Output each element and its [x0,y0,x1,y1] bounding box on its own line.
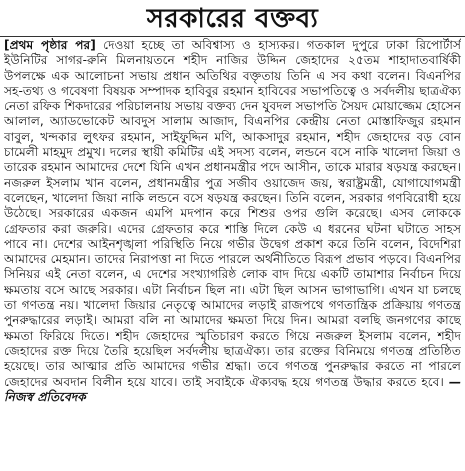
continued-marker: [প্রথম পৃষ্ঠার পর] [4,38,96,52]
headline-divider [0,36,465,37]
article-byline: —নিজস্ব প্রতিবেদক [4,374,461,404]
article-body [4,38,461,468]
article-body-text: দেওয়া হচ্ছে তা অবিশ্বাস্য ও হাস্যকর। গতকাল দুপুরে ঢাকা রিপোর্টার্স ইউনিটির সাগর-রুনি মিলনায়তনে শহীদ নাজির উদ্দিন জেহাদের ২৫তম শাহাদাতবার্ষিকী উপলক্ষে এক আলোচনা সভায় প্রধান অতিথির বক্তৃতায় তিনি এ সব কথা বলেন। বিএনপির সহ-তথ্য ও গবেষণা বিষয়ক সম্পাদক হাবিবুর রহমান হাবিবের সভাপতিত্বে ও সর্বদলীয় ছাত্রঐক্য নেতা রফিক শিকদারের পরিচালনায় সভায় বক্তব্য দেন যুবদল সভাপতি সৈয়দ মোয়াজ্জেম হোসেন আলাল, অ্যাডভোকেট আবদুস সালাম আজাদ, বিএনপির কেন্দ্রীয় নেতা মোস্তাফিজুর রহমান বাবুল, খন্দকার লুৎফর রহমান, সাইফুদ্দিন মণি, আকসাদুর রহমান, শহীদ জেহাদের বড় বোন চামেলী মাহমুদ প্রমুখ। দলের স্থায়ী কমিটির এই সদস্য বলেন, লন্ডনে বসে নাকি খালেদা জিয়া ও তারেক রহমান আমাদের দেশে যিনি এখন প্রধানমন্ত্রীর পদে আসীন, তাকে মারার ষড়যন্ত্র করছেন। নজরুল ইসলাম খান বলেন, প্রধানমন্ত্রীর পুত্র সজীব ওয়াজেদ জয়, স্বরাষ্ট্রমন্ত্রী, যোগাযোগমন্ত্রী বলেছেন, খালেদা জিয়া নাকি লন্ডনে বসে ষড়যন্ত্র করছেন। তিনি বলেন, সরকার গণবিরোধী হয়ে উঠেছে। সরকারের একজন এমপি মদপান করে শিশুর ওপর গুলি করেছে। এসব লোককে গ্রেফতার করা জরুরি। এদের গ্রেফতার করে শাস্তি দিলে কেউ এ ধরনের ঘটনা ঘটাতে সাহস পাবে না। দেশের আইনশৃঙ্খলা পরিস্থিতি নিয়ে গভীর উদ্বেগ প্রকাশ করে তিনি বলেন, বিদেশিরা আমাদের মেহমান। তাদের নিরাপত্তা না দিতে পারলে অর্থনীতিতে বিরূপ প্রভাব পড়বে। বিএনপির সিনিয়র এই নেতা বলেন, এ দেশের সংখ্যাগরিষ্ঠ লোক বাদ দিয়ে একটি তামাশার নির্বাচন দিয়ে ক্ষমতায় বসে আছে সরকার। এটা নির্বাচন ছিল না। এটা ছিল আসন ভাগাভাগি। এখন যা চলছে তা গণতন্ত্র নয়। খালেদা জিয়ার নেতৃত্বে আমাদের লড়াই রাজপথে গণতান্ত্রিক প্রক্রিয়ায় গণতন্ত্র পুনরুদ্ধারের লড়াই। আমরা বলি না আমাদের ক্ষমতা দিয়ে দিন। আমরা বলছি জনগণের কাছে ক্ষমতা ফিরিয়ে দিতে। শহীদ জেহাদের স্মৃতিচারণ করতে গিয়ে নজরুল ইসলাম বলেন, শহীদ জেহাদের রক্ত দিয়ে তৈরি হয়েছিল সর্বদলীয় ছাত্রঐক্য। তার রক্তের বিনিময়ে গণতন্ত্র প্রতিষ্ঠিত হয়েছে। তার আত্মার প্রতি আমাদের গভীর শ্রদ্ধা। তবে গণতন্ত্র পুনরুদ্ধার করতে না পারলে জেহাদের অবদান বিলীন হয়ে যাবে। তাই সবাইকে ঐক্যবদ্ধ হয়ে গণতন্ত্র উদ্ধার করতে হবে। [4,38,461,389]
article-headline: সরকারের বক্তব্য [146,4,319,34]
